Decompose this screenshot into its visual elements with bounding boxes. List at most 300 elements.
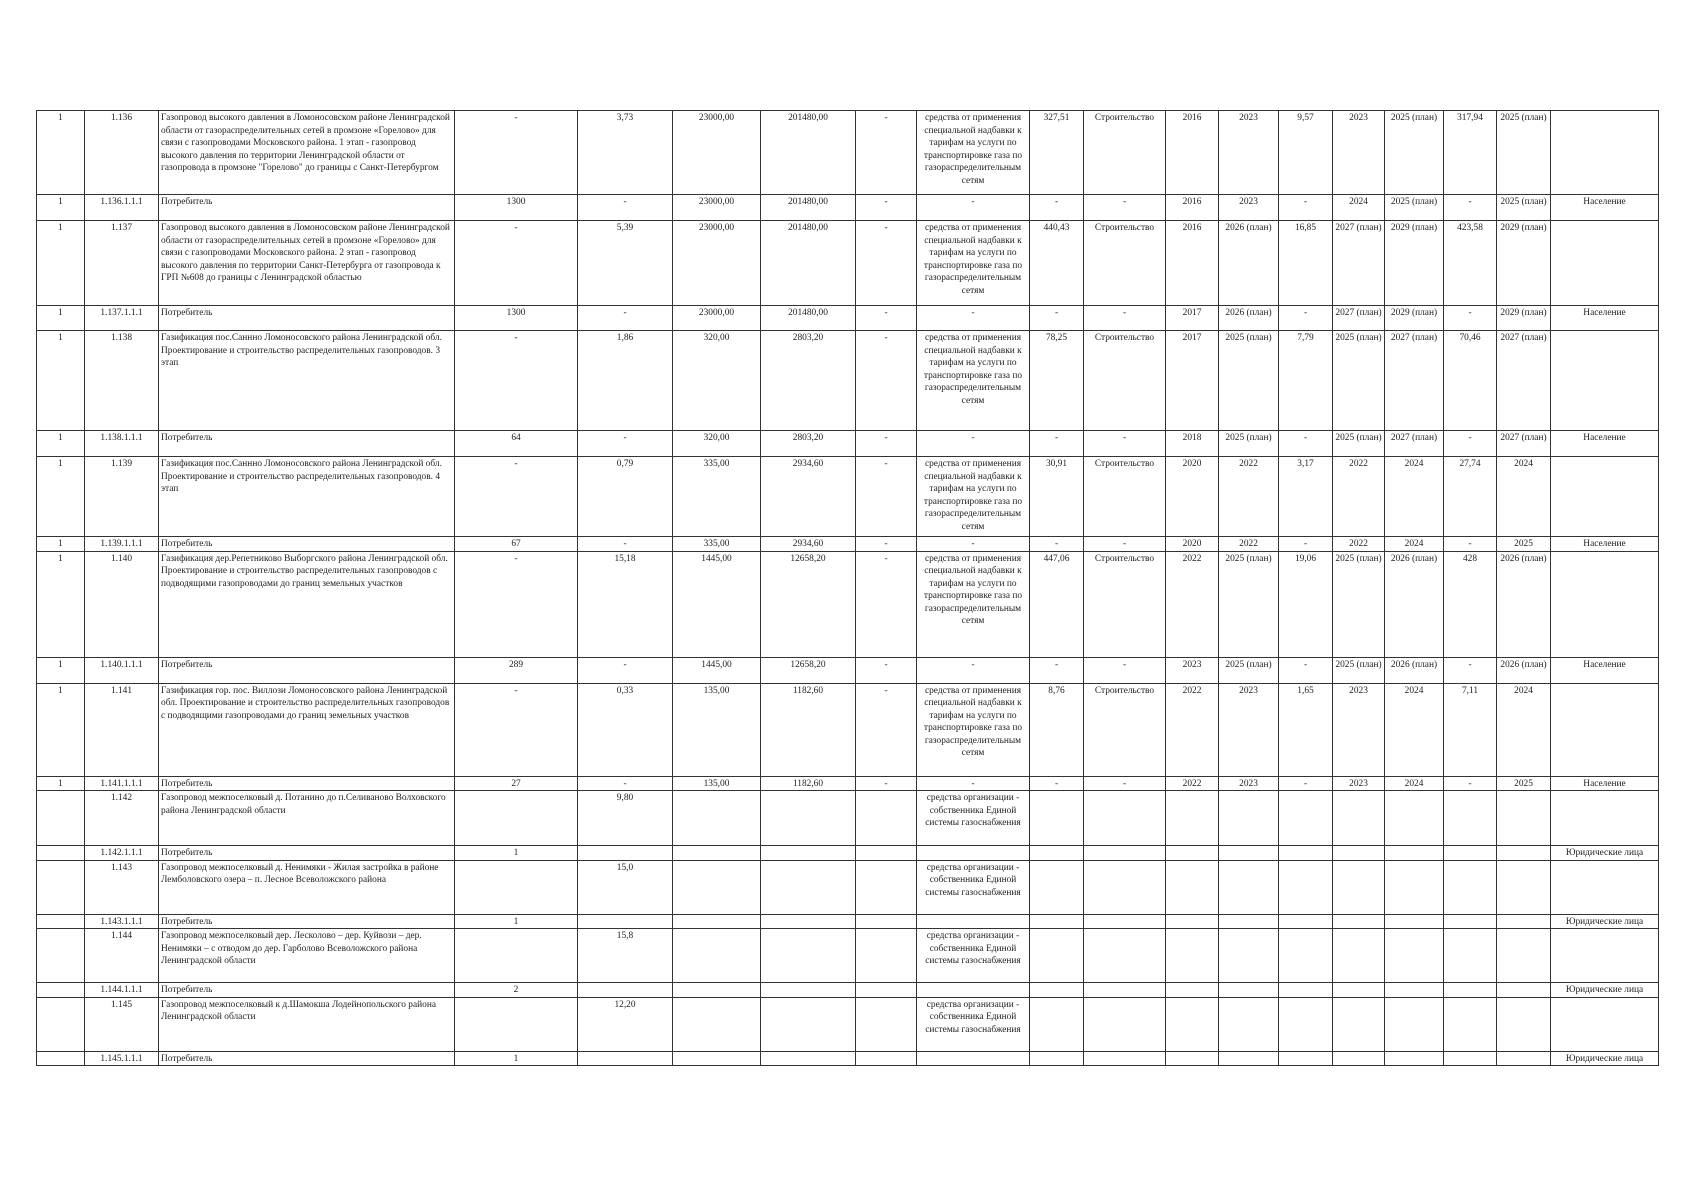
year-3: 2025 (план) [1333,331,1385,431]
cost-part-1: - [1279,306,1333,331]
object-name: Потребитель [159,431,455,457]
consumer-count [455,860,578,914]
extra-value: - [856,111,917,195]
object-row [37,860,1659,914]
year-4: 2026 (план) [1385,551,1444,657]
consumer-category [1551,111,1659,195]
consumer-category: Население [1551,306,1659,331]
consumer-count: 289 [455,657,578,683]
object-row [37,111,1659,195]
funding-source: средства от применения специальной надбавки к тарифам на услуги по транспортировке газа по газораспределительным сетям [917,111,1030,195]
pipeline-length: 12,20 [578,997,673,1051]
year-4 [1385,1051,1444,1066]
year-4: 2025 (план) [1385,195,1444,221]
consumer-category: Юридические лица [1551,846,1659,861]
year-4: 2027 (план) [1385,431,1444,457]
end-year: 2026 (план) [1219,221,1279,306]
work-stage: Строительство [1084,331,1166,431]
total-cost [1030,997,1084,1051]
row-number: 1.144.1.1.1 [85,983,159,998]
pipeline-length [578,1051,673,1066]
gas-volume-hourly [673,914,761,929]
extra-value: - [856,537,917,552]
object-name: Потребитель [159,1051,455,1066]
work-stage: - [1084,537,1166,552]
cost-part-2: 27,74 [1444,457,1497,537]
object-row [37,683,1659,776]
work-stage [1084,914,1166,929]
funding-source: средства организации - собственника Единой системы газоснабжения [917,929,1030,983]
gas-volume-annual: 1182,60 [761,776,856,791]
pipeline-length: - [578,306,673,331]
cost-part-2 [1444,860,1497,914]
cost-part-1 [1279,1051,1333,1066]
work-stage: - [1084,306,1166,331]
start-year: 2022 [1166,551,1219,657]
total-cost: - [1030,431,1084,457]
extra-value: - [856,683,917,776]
funding-source: средства от применения специальной надбавки к тарифам на услуги по транспортировке газа по газораспределительным сетям [917,331,1030,431]
row-number: 1.143.1.1.1 [85,914,159,929]
extra-value [856,846,917,861]
cost-part-2: - [1444,306,1497,331]
extra-value: - [856,195,917,221]
start-year: 2016 [1166,111,1219,195]
gas-volume-hourly: 23000,00 [673,306,761,331]
consumer-count: - [455,457,578,537]
cost-part-2 [1444,846,1497,861]
cost-part-1 [1279,997,1333,1051]
gas-volume-annual [761,997,856,1051]
cost-part-2: - [1444,776,1497,791]
table-body [37,111,1659,1066]
end-year: 2025 (план) [1219,551,1279,657]
row-mark: 1 [37,331,85,431]
extra-value [856,860,917,914]
year-3: 2025 (план) [1333,431,1385,457]
start-year: 2018 [1166,431,1219,457]
year-5 [1497,791,1551,846]
end-year [1219,983,1279,998]
year-3: 2022 [1333,457,1385,537]
gas-volume-annual: 12658,20 [761,551,856,657]
funding-source [917,914,1030,929]
consumer-count: 1300 [455,195,578,221]
start-year: 2017 [1166,306,1219,331]
row-number: 1.142 [85,791,159,846]
total-cost [1030,791,1084,846]
row-number: 1.140.1.1.1 [85,657,159,683]
total-cost [1030,929,1084,983]
gas-volume-hourly [673,791,761,846]
gas-volume-hourly [673,983,761,998]
consumer-category [1551,997,1659,1051]
total-cost [1030,983,1084,998]
total-cost: - [1030,657,1084,683]
funding-source: средства от применения специальной надбавки к тарифам на услуги по транспортировке газа по газораспределительным сетям [917,551,1030,657]
total-cost: - [1030,306,1084,331]
cost-part-2: - [1444,431,1497,457]
year-4: 2024 [1385,457,1444,537]
total-cost: 440,43 [1030,221,1084,306]
year-5 [1497,929,1551,983]
year-4 [1385,914,1444,929]
end-year: 2025 (план) [1219,431,1279,457]
object-name: Газификация гор. пос. Виллози Ломоносовского района Ленинградской обл. Проектирование и строительство распределительных газопроводов с подводящими газопроводами до границ земельных участков [159,683,455,776]
consumer-count: - [455,683,578,776]
extra-value: - [856,431,917,457]
pipeline-length: 3,73 [578,111,673,195]
object-name: Газификация дер.Репетниково Выборгского района Ленинградской обл. Проектирование и строительство распределительных газопроводов с подводящими газопроводами до границ земельных участков [159,551,455,657]
work-stage [1084,983,1166,998]
pipeline-length: 5,39 [578,221,673,306]
consumer-count: - [455,221,578,306]
consumer-count: 1 [455,914,578,929]
total-cost [1030,860,1084,914]
gas-volume-annual [761,860,856,914]
start-year: 2022 [1166,776,1219,791]
cost-part-1 [1279,929,1333,983]
start-year [1166,860,1219,914]
consumer-row [37,306,1659,331]
year-5: 2025 (план) [1497,111,1551,195]
cost-part-2: 423,58 [1444,221,1497,306]
consumer-row [37,983,1659,998]
object-name: Газопровод межпоселковый д. Ненимяки - Жилая застройка в районе Лемболовского озера – п. Лесное Всеволожского района [159,860,455,914]
object-name: Газопровод межпоселковый д. Потанино до п.Селиваново Волховского района Ленинградской области [159,791,455,846]
cost-part-1: 7,79 [1279,331,1333,431]
funding-source: средства организации - собственника Единой системы газоснабжения [917,860,1030,914]
cost-part-2: - [1444,657,1497,683]
consumer-category [1551,860,1659,914]
cost-part-2 [1444,914,1497,929]
cost-part-1: 3,17 [1279,457,1333,537]
end-year: 2025 (план) [1219,331,1279,431]
row-mark [37,791,85,846]
gas-volume-annual [761,914,856,929]
year-3 [1333,929,1385,983]
row-number: 1.139 [85,457,159,537]
gas-volume-annual: 201480,00 [761,111,856,195]
start-year: 2020 [1166,537,1219,552]
year-3: 2023 [1333,776,1385,791]
consumer-category: Население [1551,431,1659,457]
end-year: 2023 [1219,111,1279,195]
pipeline-length: - [578,431,673,457]
cost-part-1 [1279,983,1333,998]
gas-pipeline-table [36,110,1659,1066]
gas-volume-annual [761,846,856,861]
object-name: Газопровод межпоселковый дер. Лесколово – дер. Куйвози – дер. Ненимяки – с отводом до дер. Гарболово Всеволожского района Ленинградской области [159,929,455,983]
pipeline-length: - [578,195,673,221]
gas-volume-hourly [673,860,761,914]
year-4 [1385,929,1444,983]
year-5 [1497,860,1551,914]
row-mark [37,983,85,998]
funding-source: - [917,776,1030,791]
row-number: 1.142.1.1.1 [85,846,159,861]
row-mark: 1 [37,551,85,657]
year-5: 2027 (план) [1497,431,1551,457]
consumer-category: Юридические лица [1551,914,1659,929]
pipeline-length [578,914,673,929]
consumer-count [455,997,578,1051]
cost-part-1: - [1279,431,1333,457]
start-year [1166,997,1219,1051]
cost-part-2: 317,94 [1444,111,1497,195]
year-5: 2025 [1497,537,1551,552]
total-cost: - [1030,195,1084,221]
consumer-count: 64 [455,431,578,457]
gas-volume-annual: 201480,00 [761,306,856,331]
cost-part-1 [1279,791,1333,846]
year-3 [1333,791,1385,846]
row-number: 1.141 [85,683,159,776]
year-4 [1385,997,1444,1051]
gas-volume-annual [761,983,856,998]
year-3: 2023 [1333,111,1385,195]
cost-part-1 [1279,860,1333,914]
gas-volume-annual [761,791,856,846]
gas-volume-annual: 1182,60 [761,683,856,776]
year-4: 2029 (план) [1385,221,1444,306]
row-mark: 1 [37,457,85,537]
year-5 [1497,983,1551,998]
end-year [1219,1051,1279,1066]
object-row [37,457,1659,537]
pipeline-length: 1,86 [578,331,673,431]
end-year [1219,997,1279,1051]
gas-volume-hourly: 23000,00 [673,195,761,221]
object-name: Газификация пос.Саннно Ломоносовского района Ленинградской обл. Проектирование и строительство распределительных газопроводов. 4 этап [159,457,455,537]
work-stage [1084,846,1166,861]
end-year [1219,929,1279,983]
consumer-count: 1 [455,1051,578,1066]
start-year: 2020 [1166,457,1219,537]
funding-source: - [917,537,1030,552]
extra-value: - [856,331,917,431]
row-mark [37,846,85,861]
year-4: 2027 (план) [1385,331,1444,431]
consumer-row [37,914,1659,929]
pipeline-length: 15,0 [578,860,673,914]
funding-source: средства от применения специальной надбавки к тарифам на услуги по транспортировке газа по газораспределительным сетям [917,683,1030,776]
object-name: Газопровод высокого давления в Ломоносовском районе Ленинградской области от газораспределительных сетей в промзоне «Горелово» для связи с газопроводами Московского района. 1 этап - газопровод высокого давления по территории Ленинградской области от газопровода в промзоне "Горелово" до границы с Санкт-Петербургом [159,111,455,195]
end-year: 2022 [1219,457,1279,537]
object-name: Газопровод высокого давления в Ломоносовском районе Ленинградской области от газораспределительных сетей в промзоне «Горелово» для связи с газопроводами Московского района. 2 этап - газопровод высокого давления по территории Санкт-Петербурга от газопровода к ГРП №608 до границы с Ленинградской областью [159,221,455,306]
year-5 [1497,1051,1551,1066]
funding-source: - [917,431,1030,457]
cost-part-2 [1444,1051,1497,1066]
gas-volume-hourly: 23000,00 [673,221,761,306]
year-4: 2029 (план) [1385,306,1444,331]
gas-volume-annual: 2803,20 [761,331,856,431]
consumer-row [37,657,1659,683]
cost-part-1: 19,06 [1279,551,1333,657]
year-5: 2024 [1497,457,1551,537]
funding-source: - [917,306,1030,331]
consumer-count: 1 [455,846,578,861]
year-3: 2025 (план) [1333,657,1385,683]
cost-part-2 [1444,997,1497,1051]
gas-volume-annual: 12658,20 [761,657,856,683]
work-stage [1084,791,1166,846]
year-4 [1385,791,1444,846]
object-name: Потребитель [159,983,455,998]
work-stage: - [1084,776,1166,791]
consumer-category: Население [1551,776,1659,791]
consumer-category [1551,331,1659,431]
year-4: 2024 [1385,776,1444,791]
work-stage [1084,1051,1166,1066]
extra-value [856,914,917,929]
consumer-count: - [455,551,578,657]
pipeline-length [578,983,673,998]
row-number: 1.137 [85,221,159,306]
extra-value: - [856,657,917,683]
extra-value: - [856,551,917,657]
row-number: 1.138 [85,331,159,431]
row-number: 1.145.1.1.1 [85,1051,159,1066]
consumer-count: - [455,331,578,431]
year-3 [1333,983,1385,998]
consumer-count: 67 [455,537,578,552]
pipeline-length: - [578,537,673,552]
consumer-count: 27 [455,776,578,791]
consumer-row [37,431,1659,457]
consumer-category [1551,791,1659,846]
gas-volume-hourly: 335,00 [673,457,761,537]
gas-volume-hourly: 135,00 [673,683,761,776]
start-year [1166,983,1219,998]
year-3 [1333,997,1385,1051]
consumer-category: Юридические лица [1551,1051,1659,1066]
consumer-category [1551,929,1659,983]
end-year: 2026 (план) [1219,306,1279,331]
year-5: 2029 (план) [1497,306,1551,331]
total-cost: 78,25 [1030,331,1084,431]
gas-volume-hourly [673,929,761,983]
year-5: 2026 (план) [1497,551,1551,657]
cost-part-1: - [1279,776,1333,791]
extra-value [856,791,917,846]
object-name: Газификация пос.Саннно Ломоносовского района Ленинградской обл. Проектирование и строительство распределительных газопроводов. 3 этап [159,331,455,431]
object-row [37,929,1659,983]
year-3: 2024 [1333,195,1385,221]
year-5: 2024 [1497,683,1551,776]
funding-source: средства от применения специальной надбавки к тарифам на услуги по транспортировке газа по газораспределительным сетям [917,221,1030,306]
gas-volume-hourly: 135,00 [673,776,761,791]
funding-source [917,983,1030,998]
cost-part-1: - [1279,657,1333,683]
gas-volume-annual [761,929,856,983]
year-3 [1333,1051,1385,1066]
extra-value [856,929,917,983]
consumer-category: Население [1551,195,1659,221]
year-3 [1333,914,1385,929]
funding-source [917,1051,1030,1066]
extra-value [856,1051,917,1066]
year-3 [1333,860,1385,914]
end-year [1219,860,1279,914]
row-mark: 1 [37,537,85,552]
consumer-category [1551,683,1659,776]
work-stage: - [1084,195,1166,221]
year-5 [1497,846,1551,861]
work-stage: - [1084,431,1166,457]
end-year [1219,914,1279,929]
row-mark: 1 [37,221,85,306]
row-mark: 1 [37,776,85,791]
year-5 [1497,914,1551,929]
work-stage: Строительство [1084,551,1166,657]
cost-part-1: 9,57 [1279,111,1333,195]
start-year: 2016 [1166,195,1219,221]
row-mark: 1 [37,111,85,195]
consumer-category: Население [1551,537,1659,552]
row-mark: 1 [37,431,85,457]
year-4: 2026 (план) [1385,657,1444,683]
end-year: 2023 [1219,683,1279,776]
consumer-category [1551,221,1659,306]
consumer-count: 2 [455,983,578,998]
consumer-count [455,791,578,846]
extra-value [856,983,917,998]
year-3: 2022 [1333,537,1385,552]
work-stage: - [1084,657,1166,683]
gas-volume-hourly [673,997,761,1051]
year-5: 2029 (план) [1497,221,1551,306]
cost-part-1 [1279,914,1333,929]
pipeline-length: 15,18 [578,551,673,657]
row-number: 1.137.1.1.1 [85,306,159,331]
total-cost [1030,846,1084,861]
year-4: 2024 [1385,537,1444,552]
year-5: 2025 [1497,776,1551,791]
cost-part-2: - [1444,195,1497,221]
end-year: 2023 [1219,776,1279,791]
row-mark [37,1051,85,1066]
cost-part-1 [1279,846,1333,861]
object-name: Потребитель [159,195,455,221]
end-year: 2025 (план) [1219,657,1279,683]
row-number: 1.138.1.1.1 [85,431,159,457]
cost-part-2: 70,46 [1444,331,1497,431]
row-mark [37,860,85,914]
year-3: 2027 (план) [1333,221,1385,306]
year-5: 2025 (план) [1497,195,1551,221]
consumer-count [455,929,578,983]
gas-volume-hourly [673,1051,761,1066]
funding-source: - [917,195,1030,221]
year-3 [1333,846,1385,861]
total-cost: - [1030,776,1084,791]
year-4: 2025 (план) [1385,111,1444,195]
pipeline-length: 0,33 [578,683,673,776]
extra-value: - [856,457,917,537]
gas-volume-hourly: 320,00 [673,431,761,457]
document-page [36,110,1658,1066]
consumer-category [1551,551,1659,657]
cost-part-2: - [1444,537,1497,552]
cost-part-2: 7,11 [1444,683,1497,776]
start-year [1166,929,1219,983]
row-mark [37,914,85,929]
row-mark [37,997,85,1051]
object-row [37,551,1659,657]
start-year: 2022 [1166,683,1219,776]
consumer-row [37,1051,1659,1066]
